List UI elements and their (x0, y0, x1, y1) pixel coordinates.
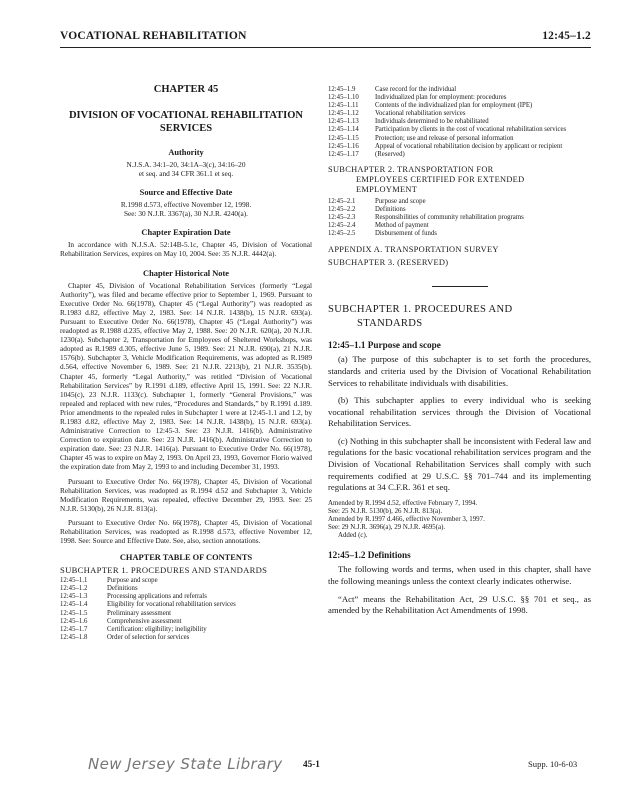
toc-entry-title: Preliminary assessment (107, 609, 171, 617)
section-1-1-para-a: (a) The purpose of this subchapter is to set forth the procedures, standards and criteria used by the Division of Vocational Rehabilitation Services to rehabilitate individuals with disabilities. (328, 354, 591, 388)
toc-entry-title: Purpose and scope (375, 197, 426, 205)
amendment-line-2: See: 25 N.J.R. 5130(b), 26 N.J.R. 813(a). (328, 507, 443, 515)
toc-entry-title: Case record for the individual (375, 86, 457, 93)
section-1-1-para-b: (b) This subchapter applies to every individual who is seeking vocational rehabilitation services through the Division of Vocational Rehabilitation Services. (328, 395, 591, 429)
toc-entry-number: 12:45–1.11 (328, 102, 359, 110)
left-column (60, 84, 312, 642)
toc-entry-number: 12:45–1.13 (328, 118, 359, 126)
toc-entry (328, 198, 591, 206)
toc-entry-title: Vocational rehabilitation services (375, 110, 466, 118)
toc-entry-title: Individuals determined to be rehabilitated (375, 118, 489, 126)
toc-entry-title: Comprehensive assessment (107, 617, 182, 625)
page-number: 45-1 (303, 759, 320, 769)
header-title: VOCATIONAL REHABILITATION (60, 30, 247, 42)
toc-entry (328, 126, 591, 134)
toc-entry (60, 626, 312, 634)
toc-entry-number: 12:45–1.6 (60, 617, 88, 625)
section-1-2-para-2: “Act” means the Rehabilitation Act, 29 U.S.C. §§ 701 et seq., as amended by the Rehabilitation Act Amendments of 1998. (328, 593, 591, 616)
source-line-1: R.1998 d.573, effective November 12, 1998. (120, 200, 252, 210)
toc-entry (328, 135, 591, 143)
toc-entry (60, 593, 312, 601)
amendment-line-5: Added (c). (338, 532, 368, 540)
toc-entry-number: 12:45–2.1 (328, 197, 356, 205)
toc-entry-title: Method of payment (375, 222, 429, 230)
toc-heading: CHAPTER TABLE OF CONTENTS (119, 553, 253, 563)
section-1-1-para-c: (c) Nothing in this subchapter shall be inconsistent with Federal law and regulations for the basic vocational rehabilitation services program and the Division of Vocational Rehabilitation Services shall comply with such requirements codified at 29 U.S.C. §§ 701–744 and its implementing regulations at 34 C.F.R. 361 et seq. (328, 435, 591, 493)
toc-entry (60, 601, 312, 609)
toc-entry-number: 12:45–1.17 (328, 150, 359, 158)
toc-entry (60, 610, 312, 618)
toc-list-left (60, 577, 312, 642)
section-1-1-title: 12:45–1.1 Purpose and scope (328, 340, 441, 351)
toc-entry-title: Protection; use and release of personal information (375, 134, 514, 142)
library-watermark: New Jersey State Library (88, 755, 283, 773)
toc-entry-title: Eligibility for vocational rehabilitation services (107, 601, 236, 609)
toc-entry-title: Individualized plan for employment: procedures (375, 94, 507, 102)
authority-line-1: N.J.S.A. 34:1–20, 34:1A–3(c), 34:16–20 (126, 160, 246, 169)
toc-entry (328, 214, 591, 222)
toc-entry-title: Definitions (107, 585, 138, 593)
toc-entry (328, 118, 591, 126)
toc-entry-number: 12:45–1.10 (328, 94, 359, 102)
toc-entry (328, 94, 591, 102)
header-rule (60, 47, 591, 48)
toc-appendix: APPENDIX A. TRANSPORTATION SURVEY (328, 245, 499, 255)
toc-subchapter-3: SUBCHAPTER 3. (RESERVED) (328, 258, 449, 268)
toc-entry-number: 12:45–1.15 (328, 134, 359, 142)
toc-entry (328, 110, 591, 118)
toc-entry-number: 12:45–1.4 (60, 601, 88, 609)
toc-entry-title: Contents of the individualized plan for employment (IPE) (375, 102, 533, 110)
amendment-line-4: See: 29 N.J.R. 3696(a), 29 N.J.R. 4695(a). (328, 524, 446, 532)
toc-entry-number: 12:45–1.2 (60, 585, 88, 593)
toc-entry (328, 86, 591, 94)
toc-entry-number: 12:45–1.3 (60, 593, 88, 601)
toc-entry-number: 12:45–1.14 (328, 126, 359, 134)
source-line-2: See: 30 N.J.R. 3367(a), 30 N.J.R. 4240(a). (123, 209, 249, 219)
toc-entry-number: 12:45–2.4 (328, 222, 356, 230)
toc-entry (60, 577, 312, 585)
toc-entry (328, 151, 591, 159)
toc-entry-title: Order of selection for services (107, 633, 190, 641)
toc-subchapter-2-line-2: EMPLOYEES CERTIFIED FOR EXTENDED (356, 174, 525, 184)
toc-entry-number: 12:45–1.7 (60, 625, 88, 633)
toc-entry (60, 634, 312, 642)
toc-entry-title: (Reserved) (375, 150, 405, 158)
toc-entry-title: Purpose and scope (107, 577, 158, 585)
amendment-line-1: Amended by R.1994 d.52, effective February 7, 1994. (328, 499, 478, 507)
right-column (328, 86, 591, 623)
expiration-text: In accordance with N.J.S.A. 52:14B-5.1c, Chapter 45, Division of Vocational Rehabilitation Services, expires on May 10, 2004. See: 35 N.J.R. 4442(a). (60, 240, 312, 259)
toc-subchapter-2-line-1: SUBCHAPTER 2. TRANSPORTATION FOR (328, 164, 494, 174)
source-heading: Source and Effective Date (139, 188, 233, 198)
toc-entry-number: 12:45–2.2 (328, 205, 356, 213)
toc-entry-title: Appeal of vocational rehabilitation decision by applicant or recipient (375, 142, 563, 150)
chapter-number: CHAPTER 45 (153, 84, 219, 95)
header-section: 12:45–1.2 (542, 30, 591, 42)
toc-list-right (328, 86, 591, 159)
toc-entry-title: Participation by clients in the cost of vocational rehabilitation services (375, 126, 567, 134)
toc-list-subchapter-2 (328, 198, 591, 238)
amendment-line-3: Amended by R.1997 d.466, effective November 3, 1997. (328, 516, 485, 524)
section-1-1-amendments (328, 500, 591, 540)
toc-entry-number: 12:45–1.12 (328, 110, 359, 118)
toc-entry (328, 222, 591, 230)
toc-entry-title: Processing applications and referrals (107, 593, 207, 601)
toc-entry-number: 12:45–1.1 (60, 577, 88, 585)
toc-entry (60, 585, 312, 593)
toc-entry-number: 12:45–2.3 (328, 214, 356, 222)
toc-subchapter-2-line-3: EMPLOYMENT (356, 184, 418, 194)
toc-entry-title: Definitions (375, 205, 406, 213)
toc-entry-title: Certification: eligibility; ineligibility (107, 625, 207, 633)
toc-subchapter-1: SUBCHAPTER 1. PROCEDURES AND STANDARDS (60, 565, 268, 576)
toc-entry (328, 206, 591, 214)
toc-entry-number: 12:45–1.9 (328, 86, 356, 93)
running-header (60, 30, 591, 46)
toc-entry-number: 12:45–2.5 (328, 230, 356, 238)
chapter-title: DIVISION OF VOCATIONAL REHABILITATION SERVICES (68, 110, 304, 134)
section-1-2-para-1: The following words and terms, when used in this chapter, shall have the following meanings unless the context clearly indicates otherwise. (328, 564, 591, 586)
toc-subchapter-2 (328, 165, 591, 195)
toc-entry (60, 618, 312, 626)
supplement-date: Supp. 10-6-03 (528, 759, 578, 769)
authority-heading: Authority (168, 148, 204, 157)
toc-entry-number: 12:45–1.16 (328, 142, 359, 150)
subchapter-1-title-line-2: STANDARDS (357, 317, 423, 329)
toc-entry-title: Disbursement of funds (375, 230, 437, 238)
section-1-2-title: 12:45–1.2 Definitions (328, 550, 411, 561)
history-paragraph-1: Chapter 45, Division of Vocational Rehabilitation Services (formerly “Legal Authority”), was filed and became effective prior to September 1, 1969. Pursuant to Executive Order No. 66(1978), Chapter 45 (“Legal Authority”) was readopted as R.1983 d.82, effective May 2, 1983. See: 14 N.J.R. 1438(b), 15 N.J.R. 693(a). Pursuant to Executive Order No. 66(1978), Chapter 45 (“Legal Authority”) was readopted as R.1988 d.235, effective May 2, 1988. See: 20 N.J.R. 620(a), 20 N.J.R. 1230(a). Subchapter 2, Transportation for Employees of Sheltered Workshops, was adopted as R.1989 d.305, effective June 5, 1989. See: 21 N.J.R. 690(a), 21 N.J.R. 1576(b). Subchapter 3, Vehicle Modification Requirements, was adopted as R.1989 d.564, effective November 6, 1989. See: 21 N.J.R. 2213(b), 21 N.J.R. 3535(b). Chapter 45, formerly “Legal Authority,” was retitled “Division of Vocational Rehabilitation Services” by R.1991 d.189, effective April 15, 1991. See: 22 N.J.R. 1045(c), 23 N.J.R. 1133(c). Subchapter 1, formerly “General Provisions,” was repealed and replaced with new rules, “Procedures and Standards,” by R.1991 d.189. Prior amendments to the repealed rules in Subchapter 1 were at 12:45-1.1 and 1.2, by R.1983 d.82, effective May 2, 1983. See: 14 N.J.R. 1438(b), 15 N.J.R. 693(a). Administrative Correction to 12:45-3. See: 23 N.J.R. 1416(b). Administrative Correction to expiration date. See: 23 N.J.R. 1416(b). Administrative Correction to expiration date. See: 23 N.J.R. 1416(a). Pursuant to Executive Order No. 66(1978), Chapter 45 was to expire on May 2, 1993. On April 23, 1993, Governor Florio waived the expiration date from May 2, 1993 to and including December 31, 1993. (60, 280, 312, 472)
subchapter-1-title (328, 303, 591, 330)
toc-entry-title: Responsibilities of community rehabilitation programs (375, 214, 524, 222)
history-paragraph-3: Pursuant to Executive Order No. 66(1978), Chapter 45, Division of Vocational Rehabilitation Services, was readopted as R.1998 d.573, effective November 12, 1998. See: Source and Effective Date. See, also, section annotations. (60, 517, 312, 546)
section-divider (432, 286, 488, 287)
toc-entry (328, 102, 591, 110)
toc-entry-number: 12:45–1.8 (60, 633, 88, 641)
toc-entry (328, 143, 591, 151)
subchapter-1-title-line-1: SUBCHAPTER 1. PROCEDURES AND (328, 304, 513, 316)
toc-entry-number: 12:45–1.5 (60, 609, 88, 617)
authority-line-2: et seq. and 34 CFR 361.1 et seq. (138, 169, 234, 179)
history-paragraph-2: Pursuant to Executive Order No. 66(1978), Chapter 45, Division of Vocational Rehabilitation Services, was readopted as R.1994 d.52 and Subchapter 3, Vehicle Modification Requirements, was repealed, effective December 29, 1993. See: 25 N.J.R. 5130(b), 26 N.J.R. 813(a). (60, 476, 312, 513)
history-heading: Chapter Historical Note (143, 268, 229, 278)
toc-entry (328, 230, 591, 238)
expiration-heading: Chapter Expiration Date (141, 228, 231, 238)
